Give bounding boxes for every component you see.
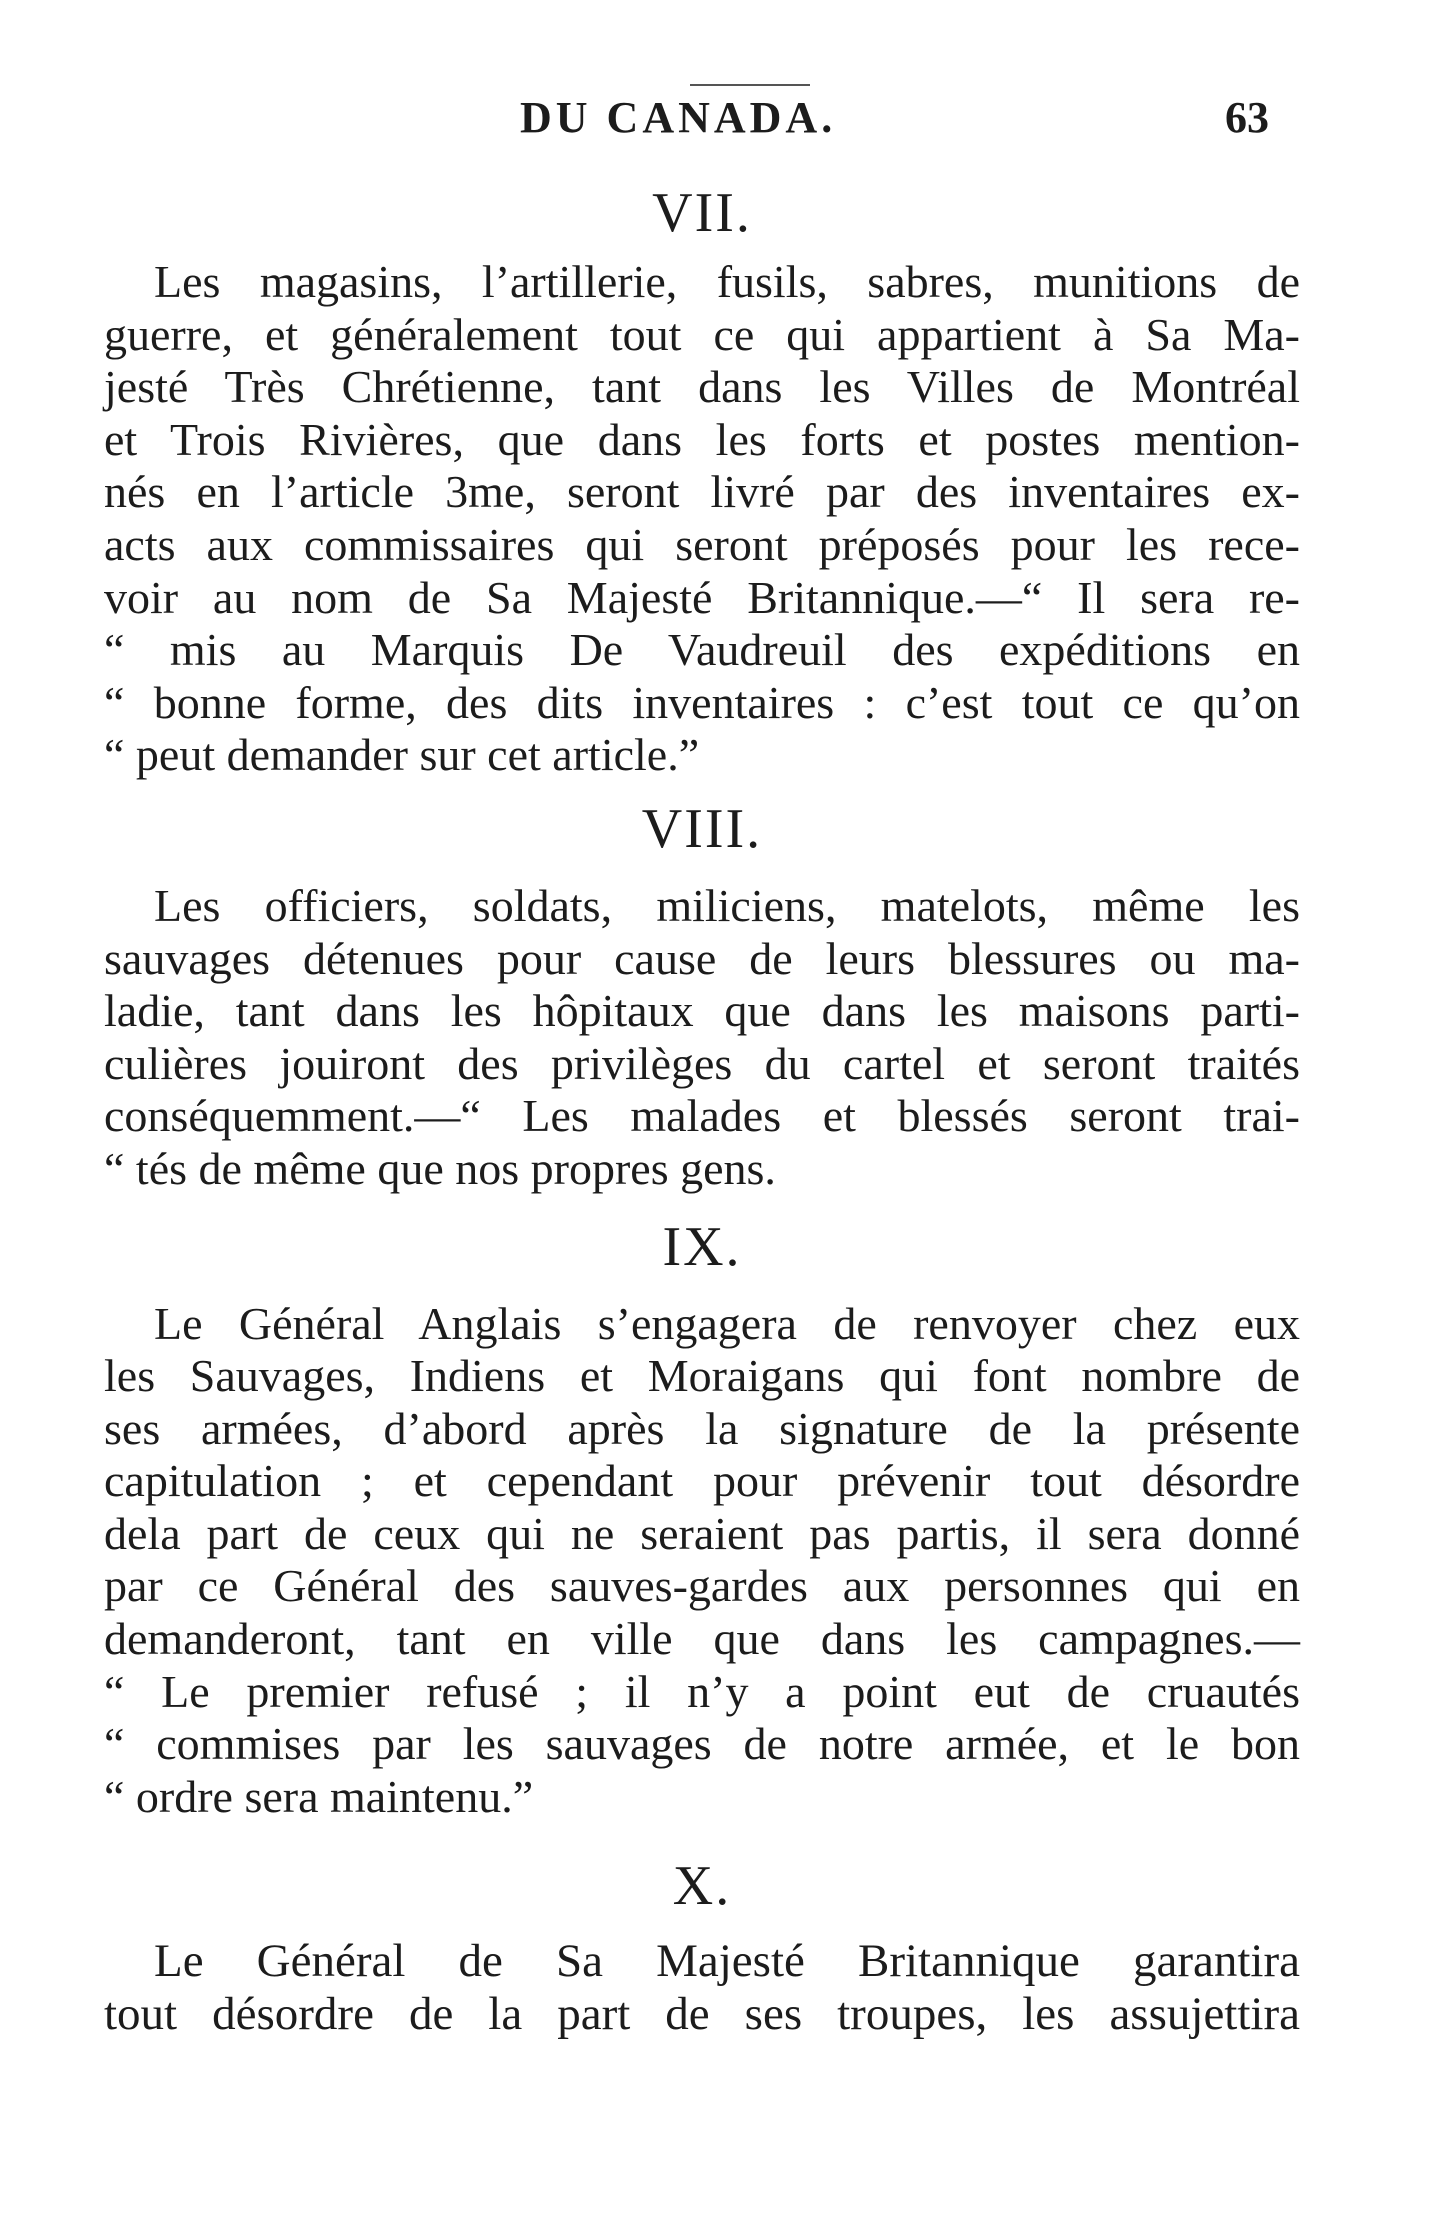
text-line: “ tés de même que nos propres gens. [104,1142,776,1194]
article-heading-vii: VII. [652,182,752,244]
text-line: conséquemment.—“ Les malades et blessés seront trai- [104,1090,1300,1142]
text-line: “ bonne forme, des dits inventaires : c’est tout ce qu’on [104,676,1300,728]
text-line: “ peut demander sur cet article.” [104,729,700,781]
text-line: “ ordre sera maintenu.” [104,1770,534,1822]
text-line: acts aux commissaires qui seront préposés pour les rece- [104,518,1300,570]
text-block [104,180,1300,2041]
text-line: Les magasins, l’artillerie, fusils, sabres, munitions de [154,256,1300,307]
header-rule [690,84,810,86]
article-ix-paragraph [104,1298,1300,1824]
article-x-paragraph [104,1935,1300,2040]
text-line: Les officiers, soldats, miliciens, matelots, même les [154,879,1300,931]
text-line: capitulation ; et cependant pour prévenir tout désordre [104,1455,1300,1507]
text-line: par ce Général des sauves-gardes aux personnes qui en [104,1560,1300,1612]
text-line: dela part de ceux qui ne seraient pas partis, il sera donné [104,1507,1300,1559]
text-line: et Trois Rivières, que dans les forts et postes mention- [104,413,1300,465]
article-heading-x: X. [672,1855,732,1918]
text-line: les Sauvages, Indiens et Moraigans qui font nombre de [104,1350,1300,1402]
article-viii-paragraph [104,880,1300,1196]
text-line: ses armées, d’abord après la signature de la présente [104,1402,1300,1454]
running-head [0,92,1437,152]
text-line: “ Le premier refusé ; il n’y a point eut de cruautés [104,1665,1300,1717]
text-line: Le Général de Sa Majesté Britannique garantira [154,1935,1300,1988]
article-heading-viii: VIII. [641,797,763,860]
text-line: culières jouiront des privilèges du cartel et seront traités [104,1037,1300,1089]
text-line: demanderont, tant en ville que dans les campagnes.— [104,1613,1300,1665]
text-line: “ mis au Marquis De Vaudreuil des expéditions en [104,624,1300,676]
page-number: 63 [1225,93,1269,142]
text-line: jesté Très Chrétienne, tant dans les Villes de Montréal [104,361,1300,413]
text-line: tout désordre de la part de ses troupes, les assujettira [104,1988,1300,2041]
article-vii-paragraph [104,256,1300,782]
text-line: sauvages détenues pour cause de leurs blessures ou ma- [104,932,1300,984]
running-title: DU CANADA. [520,93,837,142]
text-line: nés en l’article 3me, seront livré par des inventaires ex- [104,466,1300,518]
text-line: “ commises par les sauvages de notre armée, et le bon [104,1718,1300,1770]
text-line: ladie, tant dans les hôpitaux que dans les maisons parti- [104,985,1300,1037]
article-heading-ix: IX. [662,1215,742,1278]
text-line: voir au nom de Sa Majesté Britannique.—“ Il sera re- [104,571,1300,623]
text-line: Le Général Anglais s’engagera de renvoyer chez eux [154,1297,1300,1349]
text-line: guerre, et généralement tout ce qui appartient à Sa Ma- [104,308,1300,360]
